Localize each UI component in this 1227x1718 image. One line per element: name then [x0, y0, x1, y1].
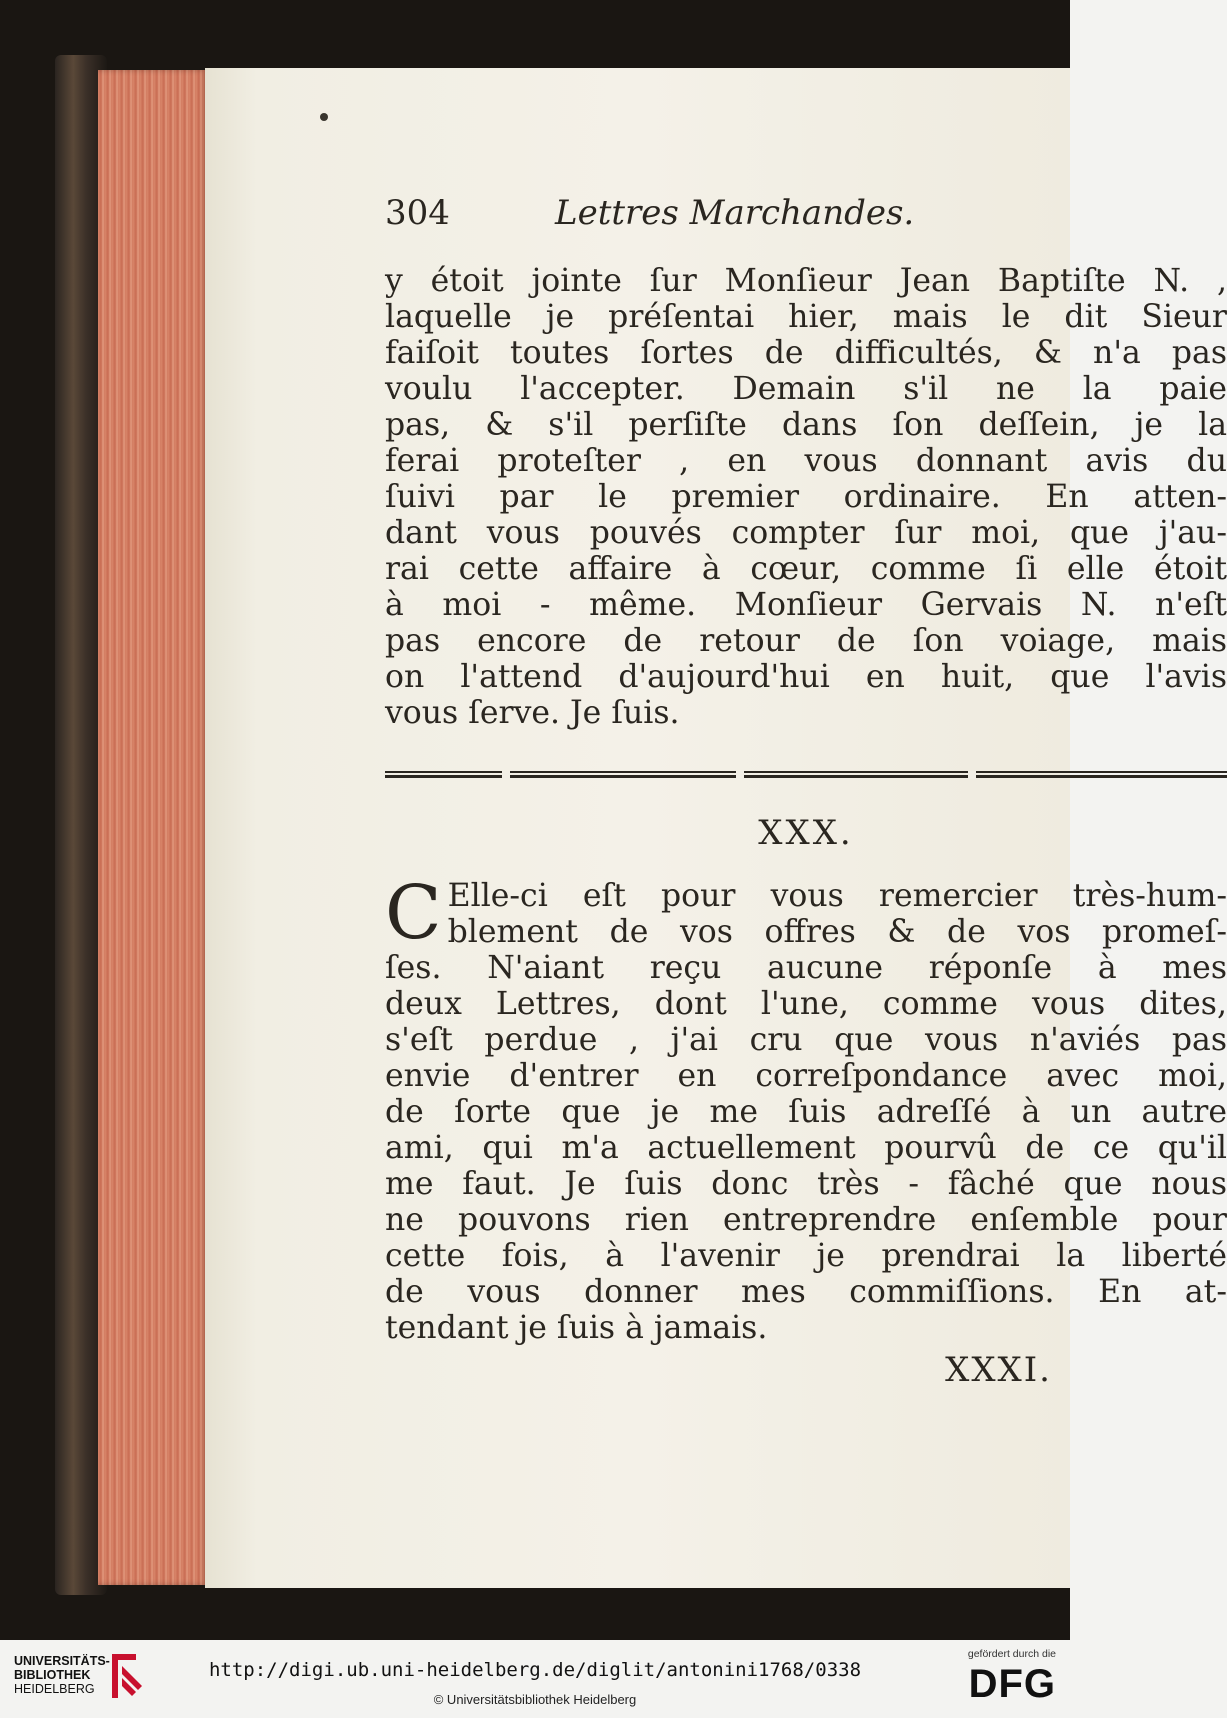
footer-bar	[0, 1640, 1070, 1718]
dfg-logo: DFG	[968, 1662, 1056, 1706]
library-name-line: UNIVERSITÄTS-	[14, 1654, 110, 1668]
letter-number: XXX.	[758, 813, 854, 853]
library-name-line: HEIDELBERG	[14, 1682, 95, 1696]
ink-dot	[320, 113, 328, 121]
catchword: XXXI.	[945, 1350, 1052, 1390]
text-line: pas, & s'il perſiſte dans ſon deſſein, je la	[385, 407, 1227, 443]
text-line: Elle-ci eſt pour vous remercier très-hum-	[447, 878, 1227, 914]
text-line: vous ſerve. Je ſuis.	[385, 695, 680, 731]
text-line: de vous donner mes commiſſions. En at-	[385, 1274, 1227, 1310]
running-title: Lettres Marchandes.	[555, 193, 915, 233]
text-line: faiſoit toutes ſortes de difficultés, & n'a pas	[385, 335, 1227, 371]
text-line: envie d'entrer en correſpondance avec moi,	[385, 1058, 1227, 1094]
text-line: cette fois, à l'avenir je prendrai la liberté	[385, 1238, 1227, 1274]
page-header	[385, 193, 1105, 243]
page-edges	[98, 70, 208, 1585]
text-line: de ſorte que je me ſuis adreſſé à un autre	[385, 1094, 1227, 1130]
book-page	[205, 68, 1227, 1588]
text-line: voulu l'accepter. Demain s'il ne la paie	[385, 371, 1227, 407]
text-line: s'eſt perdue , j'ai cru que vous n'aviés pas	[385, 1022, 1227, 1058]
drop-cap: C	[385, 870, 442, 956]
text-line: deux Lettres, dont l'une, comme vous dites,	[385, 986, 1227, 1022]
sponsor-caption: gefördert durch die	[967, 1648, 1056, 1660]
text-line: ſes. N'aiant reçu aucune réponſe à mes	[385, 950, 1227, 986]
text-line: laquelle je préſentai hier, mais le dit Sieur	[385, 299, 1227, 335]
library-name-line: BIBLIOTHEK	[14, 1668, 91, 1682]
text-line: blement de vos offres & de vos promeſ-	[447, 914, 1227, 950]
letter-xxx-text	[385, 870, 1227, 1346]
text-line: y étoit jointe ſur Monſieur Jean Baptiſte N. ,	[385, 263, 1227, 299]
text-line: ne pouvons rien entreprendre enſemble pour	[385, 1202, 1227, 1238]
text-line: rai cette affaire à cœur, comme ſi elle étoit	[385, 551, 1227, 587]
permalink-url[interactable]: http://digi.ub.uni-heidelberg.de/diglit/antonini1768/0338	[208, 1659, 862, 1681]
text-line: dant vous pouvés compter ſur moi, que j'au-	[385, 515, 1227, 551]
text-line: ami, qui m'a actuellement pourvû de ce qu'il	[385, 1130, 1227, 1166]
text-line: ferai proteſter , en vous donnant avis du	[385, 443, 1227, 479]
text-line: à moi - même. Monſieur Gervais N. n'eſt	[385, 587, 1227, 623]
section-divider-rule	[385, 771, 1227, 779]
text-line: ſuivi par le premier ordinaire. En atten-	[385, 479, 1227, 515]
text-line: me faut. Je ſuis donc très - fâché que nous	[385, 1166, 1227, 1202]
text-line: on l'attend d'aujourd'hui en huit, que l'avis	[385, 659, 1227, 695]
previous-letter-text	[385, 263, 1227, 731]
copyright-notice: © Universitätsbibliothek Heidelberg	[433, 1692, 637, 1707]
page-number: 304	[385, 193, 450, 233]
text-line: pas encore de retour de ſon voiage, mais	[385, 623, 1227, 659]
text-line: tendant je ſuis à jamais.	[385, 1310, 768, 1346]
